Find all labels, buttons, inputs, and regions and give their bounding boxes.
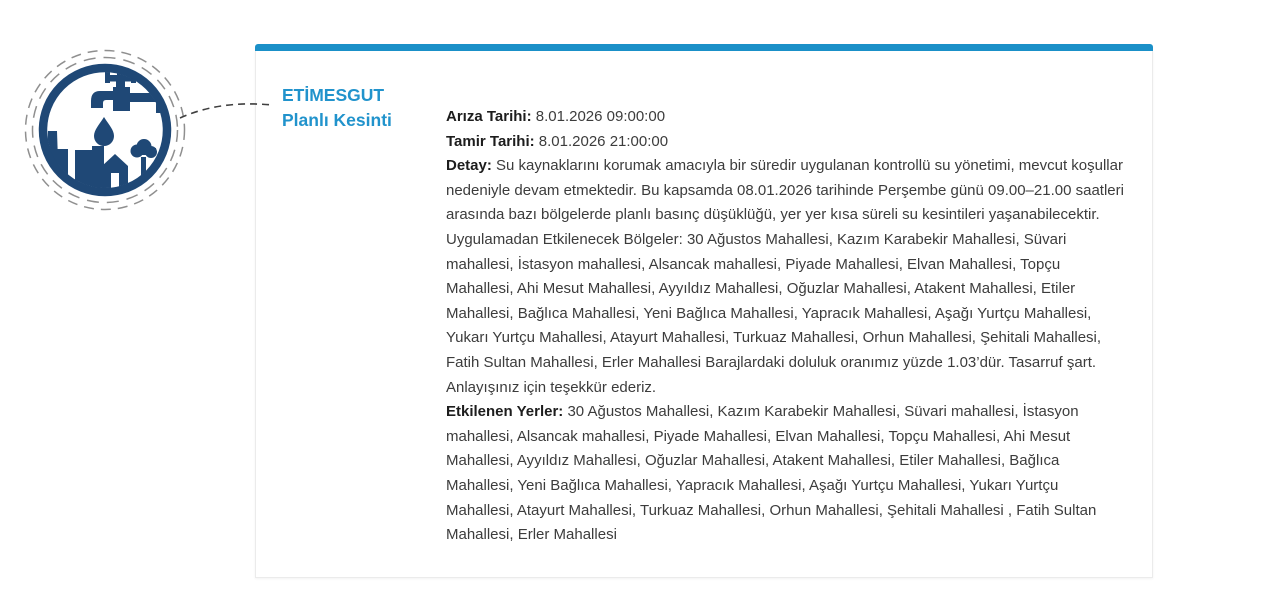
outage-card xyxy=(255,44,1153,578)
field-ariza-tarihi xyxy=(446,105,1126,130)
field-label: Detay: xyxy=(446,157,492,175)
field-label: Arıza Tarihi: xyxy=(446,108,532,125)
field-value: 8.01.2026 09:00:00 xyxy=(535,108,666,125)
card-title-block xyxy=(282,51,446,577)
field-label: Etkilenen Yerler: xyxy=(446,403,564,421)
connector-dashed-line xyxy=(170,92,278,132)
field-label: Tamir Tarihi: xyxy=(446,132,535,150)
field-value: 8.01.2026 21:00:00 xyxy=(538,132,669,150)
outage-details xyxy=(446,51,1126,577)
field-value: Su kaynaklarını korumak amacıyla bir süredir uygulanan kontrollü su yönetimi, mevcut koşullar nedeniyle devam etmektedir. Bu kapsamda 08.01.2026 tarihinde Perşembe günü 09.00–21.00 saatleri arasında bazı bölgelerde planlı basınç düşüklüğü, yer yer kısa süreli su kesintileri yaşanabilecektir. Uygulamadan Etkilenecek Bölgeler: 30 Ağustos Mahallesi, Kazım Karabekir Mahallesi, Süvari mahallesi, İstasyon mahallesi, Alsancak mahallesi, Piyade Mahallesi, Elvan Mahallesi, Topçu Mahallesi, Ahi Mesut Mahallesi, Ayyıldız Mahallesi, Oğuzlar Mahallesi, Atakent Mahallesi, Etiler Mahallesi, Bağlıca Mahallesi, Yeni Bağlıca Mahallesi, Yapracık Mahallesi, Aşağı Yurtçu Mahallesi, Yukarı Yurtçu Mahallesi, Atayurt Mahallesi, Turkuaz Mahallesi, Orhun Mahallesi, Şehitali Mahallesi, Fatih Sultan Mahallesi, Erler Mahallesi Barajlardaki doluluk oranımız yüzde 1.03’dür. Tasarruf şart. Anlayışınız için teşekkür ederiz. xyxy=(446,157,1124,396)
water-outage-logo xyxy=(14,39,196,221)
field-tamir-tarihi xyxy=(446,130,1126,155)
outage-district-title: ETİMESGUT xyxy=(282,85,385,105)
card-accent-bar xyxy=(255,44,1153,51)
field-detay xyxy=(446,154,1126,400)
field-value: 30 Ağustos Mahallesi, Kazım Karabekir Mahallesi, Süvari mahallesi, İstasyon mahallesi, Alsancak mahallesi, Piyade Mahallesi, Elvan Mahallesi, Topçu Mahallesi, Ahi Mesut Mahallesi, Ayyıldız Mahallesi, Oğuzlar Mahallesi, Atakent Mahallesi, Etiler Mahallesi, Bağlıca Mahallesi, Yeni Bağlıca Mahallesi, Yapracık Mahallesi, Aşağı Yurtçu Mahallesi, Yukarı Yurtçu Mahallesi, Atayurt Mahallesi, Turkuaz Mahallesi, Orhun Mahallesi, Şehitali Mahallesi , Fatih Sultan Mahallesi, Erler Mahallesi xyxy=(446,403,1097,544)
card-body xyxy=(255,51,1153,578)
water-outage-logo-svg xyxy=(14,39,196,221)
outage-type-title: Planlı Kesinti xyxy=(282,110,392,130)
field-etkilenen-yerler xyxy=(446,400,1126,548)
